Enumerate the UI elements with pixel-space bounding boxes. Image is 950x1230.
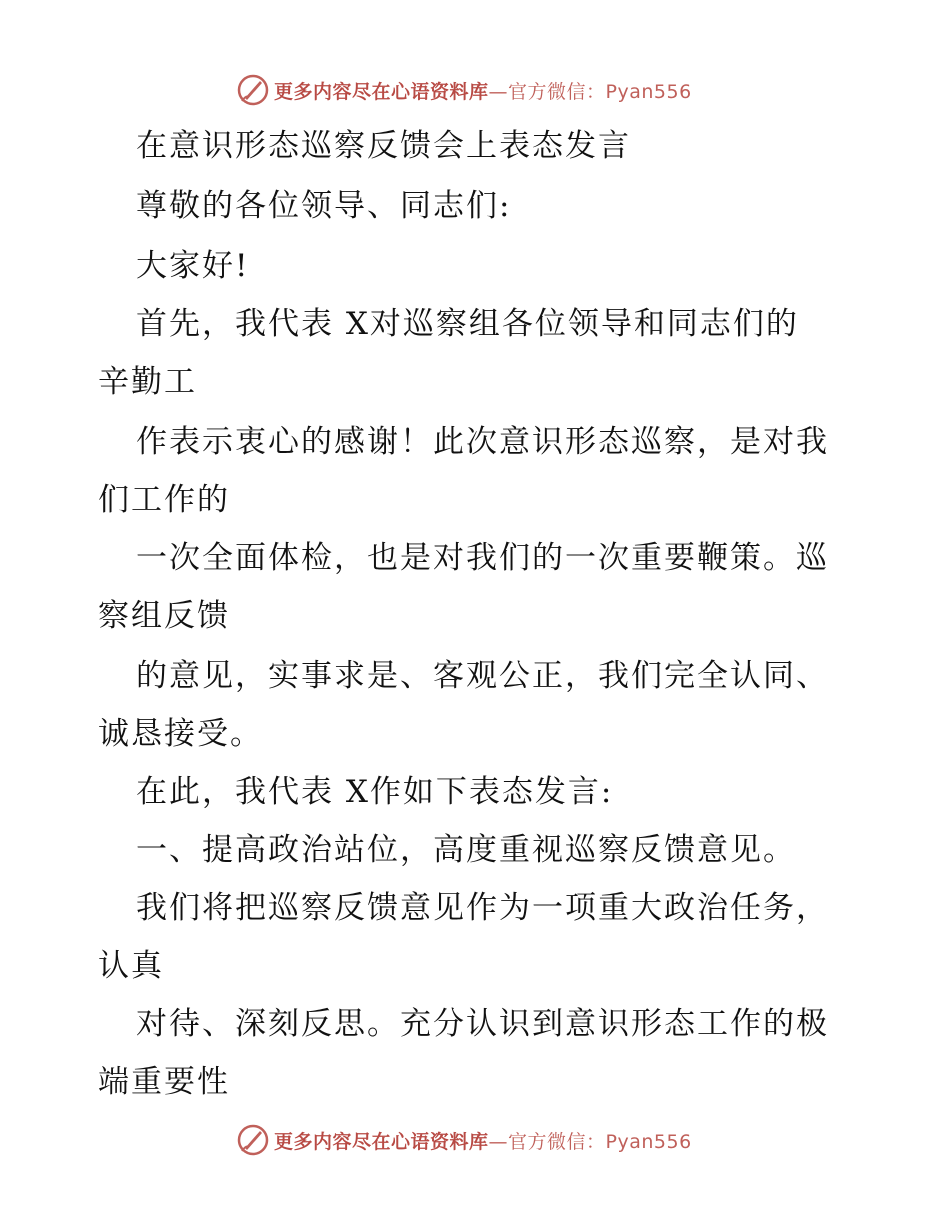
- paragraph-line: 我们将把巡察反馈意见作为一项重大政治任务，: [136, 890, 829, 926]
- salutation: 尊敬的各位领导、同志们:: [136, 188, 512, 224]
- paragraph-line: 认真: [98, 948, 164, 984]
- paragraph-line: 端重要性: [98, 1064, 230, 1100]
- paragraph-line: 首先，我代表 X对巡察组各位领导和同志们的: [136, 306, 799, 342]
- watermark-text: [274, 77, 692, 104]
- document-title: 在意识形态巡察反馈会上表态发言: [136, 128, 631, 164]
- paragraph-line: 对待、深刻反思。充分认识到意识形态工作的极: [136, 1006, 829, 1042]
- watermark-separator: —: [488, 1130, 509, 1153]
- greeting: 大家好!: [136, 248, 250, 284]
- watermark-handle: Pyan556: [605, 1130, 692, 1153]
- header-watermark: [236, 72, 692, 108]
- watermark-handle: Pyan556: [605, 80, 692, 103]
- watermark-text: [274, 1127, 692, 1154]
- paragraph-line: 诚恳接受。: [98, 716, 263, 752]
- paragraph-line: 在此，我代表 X作如下表态发言:: [136, 774, 614, 810]
- quill-logo-icon: [236, 1123, 270, 1157]
- watermark-brand: 更多内容尽在心语资料库: [274, 1130, 489, 1153]
- paragraph-line: 的意见，实事求是、客观公正，我们完全认同、: [136, 658, 829, 694]
- footer-watermark: [236, 1122, 692, 1158]
- paragraph-line: 一次全面体检，也是对我们的一次重要鞭策。巡: [136, 540, 829, 576]
- paragraph-line: 察组反馈: [98, 598, 230, 634]
- section-heading: 一、提高政治站位，高度重视巡察反馈意见。: [136, 832, 796, 868]
- paragraph-line: 作表示衷心的感谢！此次意识形态巡察，是对我: [136, 424, 829, 460]
- watermark-separator: —: [488, 80, 509, 103]
- watermark-contact: 官方微信：: [508, 80, 606, 103]
- watermark-brand: 更多内容尽在心语资料库: [274, 80, 489, 103]
- paragraph-line: 辛勤工: [98, 364, 197, 400]
- quill-logo-icon: [236, 73, 270, 107]
- watermark-contact: 官方微信：: [508, 1130, 606, 1153]
- paragraph-line: 们工作的: [98, 482, 230, 518]
